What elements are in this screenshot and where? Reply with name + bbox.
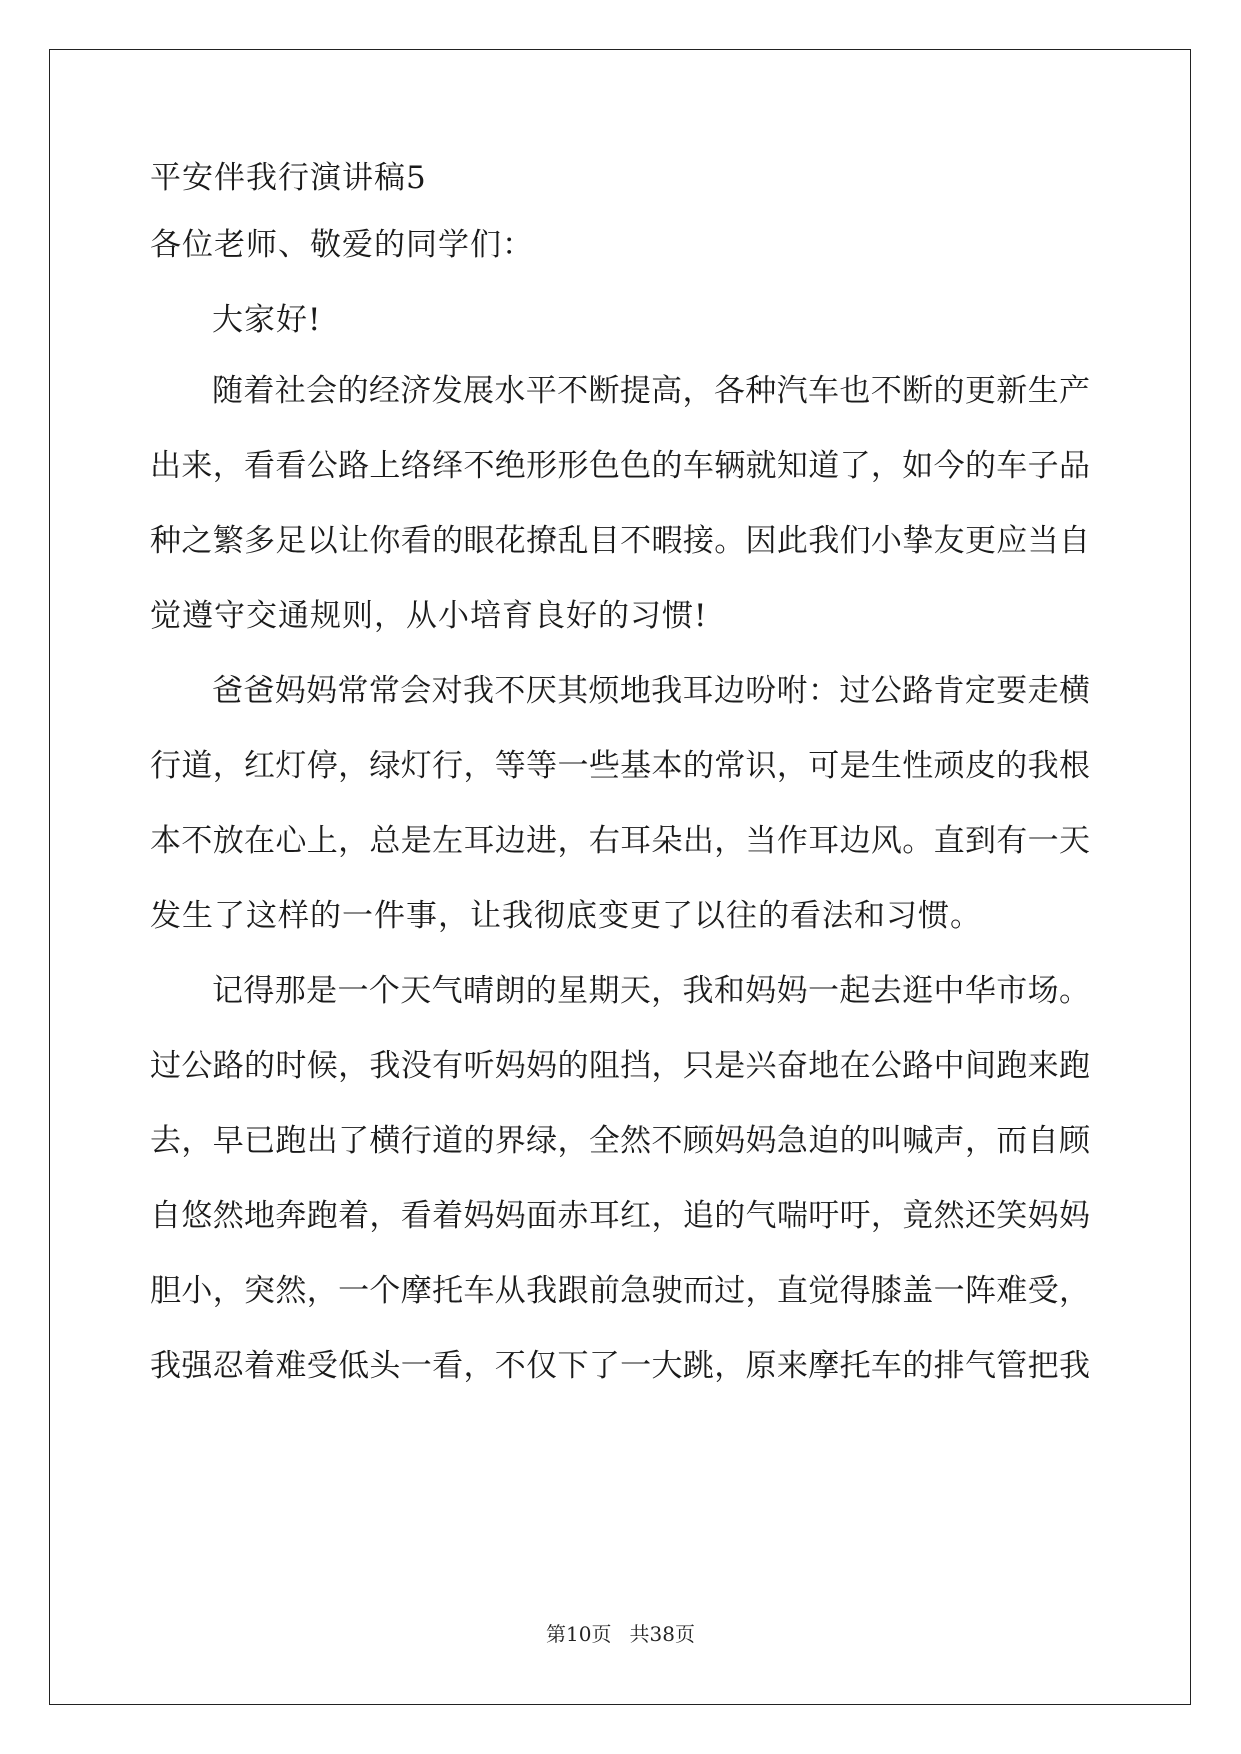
paragraph-line: 本不放在心上，总是左耳边进，右耳朵出，当作耳边风。直到有一天 — [150, 823, 1090, 859]
paragraph-line: 出来，看看公路上络绎不绝形形色色的车辆就知道了，如今的车子品 — [150, 448, 1090, 484]
paragraph-line: 爸爸妈妈常常会对我不厌其烦地我耳边吩咐：过公路肯定要走横 — [212, 673, 1090, 709]
paragraph-line: 去，早已跑出了横行道的界绿，全然不顾妈妈急迫的叫喊声，而自顾 — [150, 1123, 1090, 1159]
document-title: 平安伴我行演讲稿5 — [150, 160, 427, 196]
paragraph-line: 过公路的时候，我没有听妈妈的阻挡，只是兴奋地在公路中间跑来跑 — [150, 1048, 1090, 1084]
paragraph-line: 随着社会的经济发展水平不断提高，各种汽车也不断的更新生产 — [212, 373, 1090, 409]
paragraph-line: 行道，红灯停，绿灯行，等等一些基本的常识，可是生性顽皮的我根 — [150, 748, 1090, 784]
paragraph-line: 觉遵守交通规则，从小培育良好的习惯! — [150, 598, 708, 634]
paragraph-line: 胆小，突然，一个摩托车从我跟前急驶而过，直觉得膝盖一阵难受， — [150, 1273, 1090, 1309]
page-border — [49, 49, 1191, 1705]
paragraph-line: 自悠然地奔跑着，看着妈妈面赤耳红，追的气喘吁吁，竟然还笑妈妈 — [150, 1198, 1090, 1234]
paragraph-line: 记得那是一个天气晴朗的星期天，我和妈妈一起去逛中华市场。 — [212, 973, 1090, 1009]
page-total: 共38页 — [629, 1622, 695, 1646]
paragraph-line: 种之繁多足以让你看的眼花撩乱目不暇接。因此我们小挚友更应当自 — [150, 523, 1090, 559]
page-footer — [0, 1622, 1241, 1646]
paragraph-line: 我强忍着难受低头一看，不仅下了一大跳，原来摩托车的排气管把我 — [150, 1348, 1090, 1384]
paragraph-line: 发生了这样的一件事，让我彻底变更了以往的看法和习惯。 — [150, 898, 982, 934]
page-number: 第10页 — [546, 1622, 612, 1646]
greeting: 大家好! — [212, 302, 322, 338]
salutation: 各位老师、敬爱的同学们： — [150, 227, 534, 263]
